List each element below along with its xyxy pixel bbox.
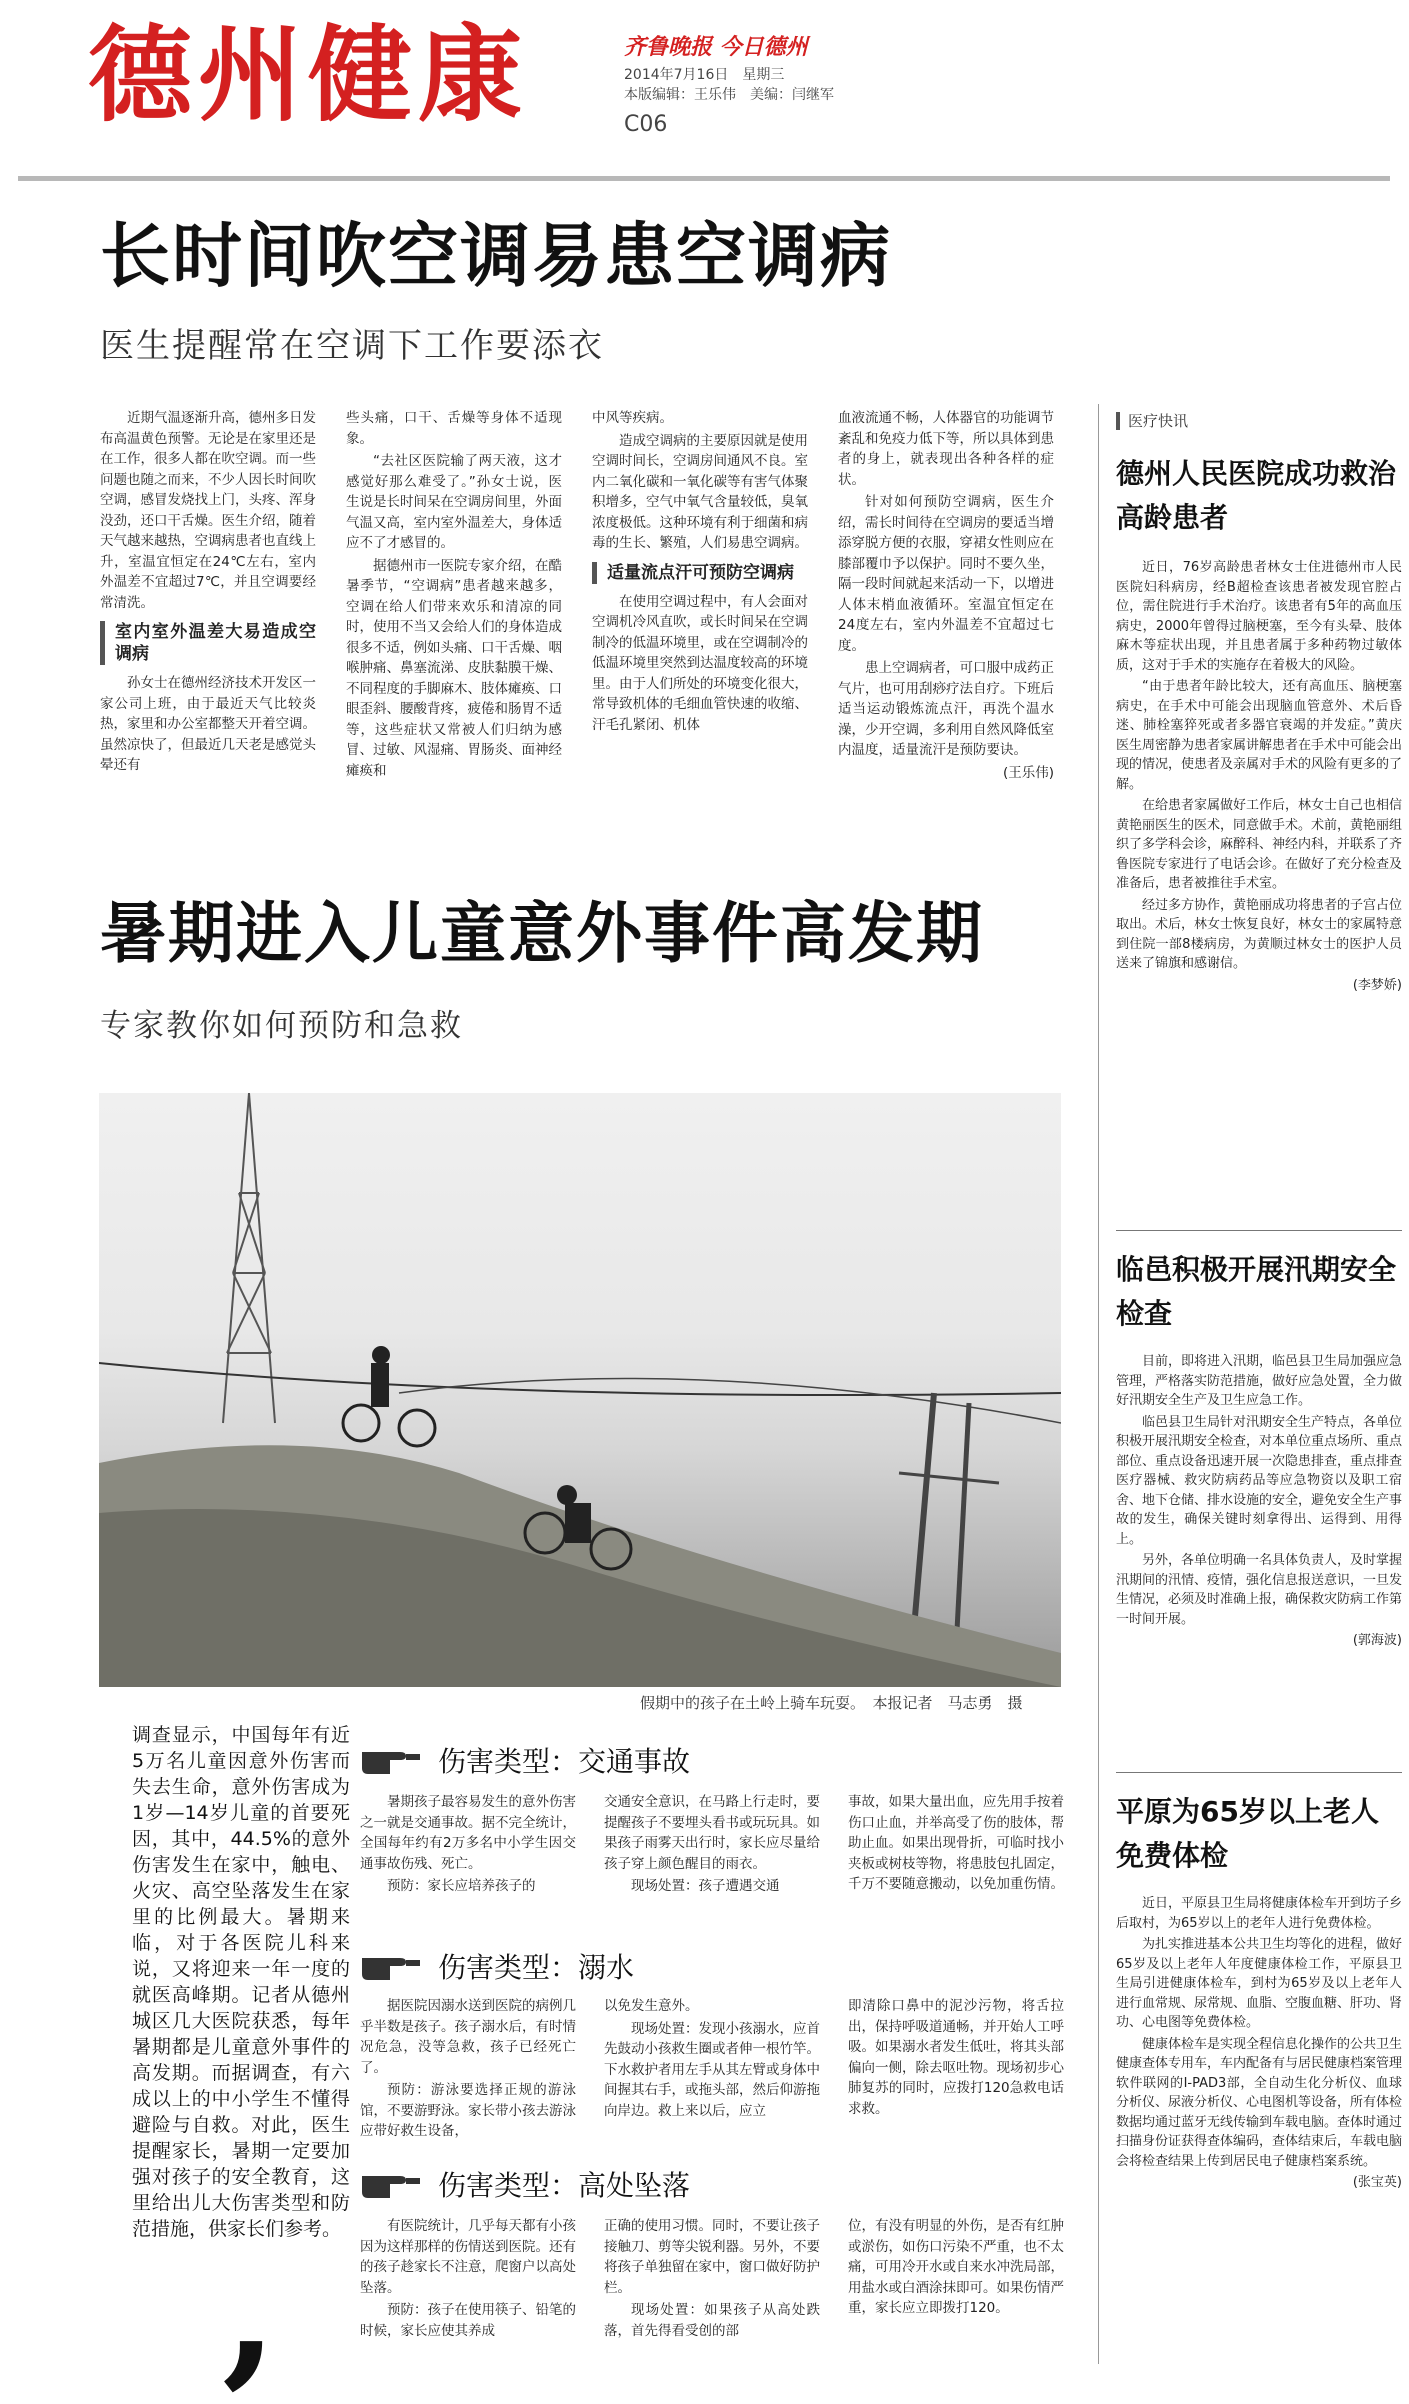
traffic-col2	[604, 1792, 820, 1899]
news-body	[1116, 558, 1402, 995]
paragraph: 血液流通不畅，人体器官的功能调节紊乱和免疫力低下等，所以具体到患者的身上，就表现出各种各样的症状。	[838, 410, 1054, 488]
paragraph: 为扎实推进基本公共卫生均等化的进程，做好65岁及以上老年人年度健康体检工作，平原县卫生局引进健康体检车，到村为65岁及以上老年人进行血常规、尿常规、血脂、空腹血糖、肝功、肾功、心电图等免费体检。	[1116, 1937, 1403, 2030]
paragraph: 有医院统计，几乎每天都有小孩因为这样那样的伤情送到医院。还有的孩子趁家长不注意，爬窗户以高处坠落。	[360, 2218, 576, 2296]
byline: (王乐伟)	[1002, 764, 1054, 781]
paragraph: 些头痛，口干、舌燥等身体不适现象。	[346, 410, 562, 447]
article2-title: 暑期进入儿童意外事件高发期	[100, 895, 984, 972]
paragraph: 以免发生意外。	[604, 1998, 699, 2014]
fall-col3	[848, 2216, 1064, 2321]
paragraph: 预防：家长应培养孩子的	[387, 1878, 536, 1894]
editors: 本版编辑：王乐伟 美编：闫继军	[624, 87, 834, 103]
news-title: 平原为65岁以上老人免费体检	[1116, 1795, 1379, 1872]
article1-col4	[838, 408, 1054, 783]
injury-type-traffic-head	[360, 1740, 690, 1780]
article1-col1	[100, 408, 316, 778]
article1-subtitle: 医生提醒常在空调下工作要添衣	[100, 326, 604, 366]
subhead: 适量流点汗可预防空调病	[592, 562, 808, 584]
paragraph: 患上空调病者，可口服中成药正气片，也可用刮痧疗法自疗。下班后适当运动锻炼流点汗，再洗个温水澡，少开空调，多利用自然风降低室内温度，适量流汗是预防要诀。	[838, 660, 1054, 758]
paragraph: 即清除口鼻中的泥沙污物，将舌拉出，保持呼吸道通畅，并开始人工呼吸。如果溺水者发生低吐，将其头部偏向一侧，除去呕吐物。现场初步心肺复苏的同时，应拨打120急救电话求救。	[848, 1998, 1064, 2117]
paragraph: 在给患者家属做好工作后，林女士自己也相信黄艳丽医生的医术，同意做手术。术前，黄艳丽组织了多学科会诊，麻醉科、神经内科，并联系了齐鲁医院专家进行了电话会诊。在做好了充分检查及准备后，患者被推往手术室。	[1116, 798, 1403, 891]
page-number: C06	[624, 112, 668, 137]
byline: (李梦娇)	[1352, 977, 1402, 993]
sidebar-separator	[1116, 1230, 1402, 1231]
sidebar-divider	[1098, 404, 1099, 2364]
pointing-hand-icon	[360, 1742, 422, 1778]
paragraph: 造成空调病的主要原因就是使用空调时间长，空调房间通风不良。室内二氧化碳和一氧化碳等有害气体聚积增多，空气中氧气含量较低，臭氧浓度极低。这种环境有利于细菌和病毒的生长、繁殖，人们易患空调病。	[592, 432, 808, 551]
fall-col1	[360, 2216, 576, 2343]
sidebar-news2	[1116, 1248, 1402, 1651]
byline: (张宝英)	[1352, 2175, 1402, 2190]
article1-col2	[346, 408, 562, 783]
paragraph: 近期气温逐渐升高，德州多日发布高温黄色预警。无论是在家里还是在工作，很多人都在吹空调。而一些问题也随之而来，不少人因长时间吹空调，感冒发烧找上门，头疼、浑身没劲，还口干舌燥。医生介绍，随着天气越来越热，空调病患者也直线上升，室温宜恒定在24℃左右，室内外温差不宜超过7℃，并且空调要经常清洗。	[100, 410, 316, 611]
paragraph: 位，有没有明显的外伤，是否有红肿或淤伤，如伤口污染不严重，也不太痛，可用冷开水或自来水冲洗局部，用盐水或白酒涂抹即可。如果伤情严重，家长应立即拨打120。	[848, 2218, 1064, 2316]
paper-name: 齐鲁晚报 今日德州	[624, 34, 808, 60]
photo-children-cycling	[99, 1093, 1061, 1687]
paragraph: 交通安全意识，在马路上行走时，要提醒孩子不要埋头看书或玩玩具。如果孩子雨雾天出行时，家长应尽量给孩子穿上颜色醒目的雨衣。	[604, 1794, 820, 1872]
paragraph: 孙女士在德州经济技术开发区一家公司上班，由于最近天气比较炎热，家里和办公室都整天开着空调。虽然凉快了，但最近几天老是感觉头晕还有	[100, 675, 316, 773]
photo-caption: 假期中的孩子在土岭上骑车玩耍。 本报记者 马志勇 摄	[640, 1694, 1023, 1712]
injury-type-fall-head	[360, 2164, 690, 2204]
article2-lead: 调查显示，中国每年有近5万名儿童因意外伤害而失去生命，意外伤害成为1岁—14岁儿童的首要死因，其中，44.5%的意外伤害发生在家中，触电、火灾、高空坠落发生在家里的比例最大。暑期来临，对于各医院儿科来说，又将迎来一年一度的就医高峰期。记者从德州城区几大医院获悉，每年暑期都是儿童意外事件的高发期。而据调查，有六成以上的中小学生不懂得避险与自救。对此，医生提醒家长，暑期一定要加强对孩子的安全教育，这里给出儿大伤害类型和防范措施，供家长们参考。	[132, 1724, 350, 2240]
injury-type-title: 伤害类型：高处坠落	[438, 2169, 691, 2202]
paragraph: 经过多方协作，黄艳丽成功将患者的子宫占位取出。术后，林女士恢复良好，林女士的家属特意到住院一部8楼病房，为黄顺过林女士的医护人员送来了锦旗和感谢信。	[1116, 897, 1403, 971]
paragraph: 暑期孩子最容易发生的意外伤害之一就是交通事故。据不完全统计，全国每年约有2万多名中小学生因交通事故伤残、死亡。	[360, 1794, 576, 1872]
drowning-col3	[848, 1996, 1064, 2121]
paragraph: 现场处置：如果孩子从高处跌落，首先得看受创的部	[604, 2302, 820, 2339]
paragraph: 现场处置：发现小孩溺水，应首先鼓动小孩救生圈或者伸一根竹竿。下水救护者用左手从其左臂或身体中间握其右手，或拖头部，然后仰游拖向岸边。救上来以后，应立	[604, 2020, 820, 2119]
paragraph: 据德州市一医院专家介绍，在酷暑季节，“空调病”患者越来越多，空调在给人们带来欢乐和清凉的同时，使用不当又会给人们的身体造成很多不适，例如头痛、口干舌燥、咽喉肿痛、鼻塞流涕、皮肤黏膜干燥、不同程度的手脚麻木、肢体瘫痪、口眼歪斜、腰酸背疼，疲倦和肠胃不适等，这些症状又常被人们归纳为感冒、过敏、风湿痛、胃肠炎、面神经瘫痪和	[346, 557, 562, 779]
byline: (郭海波)	[1352, 1633, 1402, 1648]
news-title: 临邑积极开展汛期安全检查	[1116, 1253, 1397, 1330]
masthead-title: 德州健康	[88, 13, 529, 136]
sidebar-news3	[1116, 1790, 1402, 2193]
paragraph: 针对如何预防空调病，医生介绍，需长时间待在空调房的要适当增添穿脱方便的衣服，穿裙女性则应在膝部覆巾予以保护。同时不要久坐，隔一段时间就起来活动一下，以增进人体末梢血液循环。室温宜恒定在24度左右，室内外温差不宜超过七度。	[838, 494, 1054, 654]
header-rule	[18, 176, 1390, 181]
drowning-col1	[360, 1996, 576, 2144]
injury-type-title: 伤害类型：交通事故	[438, 1745, 691, 1778]
paragraph: “由于患者年龄比较大，还有高血压、脑梗塞病史，在手术中可能会出现脑血管意外、术后昏迷、肺栓塞猝死或者多器官衰竭的并发症。”黄庆医生周密静为患者家属讲解患者在手术中可能会出现的情况，使患者及亲属对手术的风险有更多的了解。	[1116, 679, 1403, 792]
drowning-col2	[604, 1996, 820, 2123]
news-body	[1116, 1894, 1402, 2193]
paragraph: 预防：游泳要选择正规的游泳馆，不要游野泳。家长带小孩去游泳应带好救生设备，	[360, 2082, 576, 2139]
paragraph: “去社区医院输了两天液，这才感觉好那么难受了。”孙女士说，医生说是长时间呆在空调房间里，外面气温又高，室内室外温差大，身体适应不了才感冒的。	[346, 453, 562, 551]
pointing-hand-icon	[360, 1948, 422, 1984]
paragraph: 正确的使用习惯。同时，不要让孩子接触刀、剪等尖锐利器。另外，不要将孩子单独留在家中，窗口做好防护栏。	[604, 2218, 820, 2296]
paragraph: 预防：孩子在使用筷子、铅笔的时候，家长应使其养成	[360, 2302, 576, 2339]
injury-type-title: 伤害类型：溺水	[438, 1951, 635, 1984]
pointing-hand-icon	[360, 2166, 422, 2202]
traffic-col1	[360, 1792, 576, 1899]
article1-title: 长时间吹空调易患空调病	[100, 215, 892, 297]
paragraph: 在使用空调过程中，有人会面对空调机冷风直吹，或长时间呆在空调制冷的低温环境里，或在空调制冷的低温环境里突然到达温度较高的环境里。由于人们所处的环境变化很大，常导致机体的毛细血管快速的收缩、汗毛孔紧闭、机体	[592, 593, 808, 733]
subhead: 室内室外温差大易造成空调病	[100, 621, 316, 665]
paragraph: 近日，平原县卫生局将健康体检车开到坊子乡后取村，为65岁以上的老年人进行免费体检。	[1116, 1896, 1403, 1931]
news-title: 德州人民医院成功救治高龄患者	[1116, 457, 1397, 534]
paragraph: 近日，76岁高龄患者林女士住进德州市人民医院妇科病房，经B超检查该患者被发现官腔占位，需住院进行手术治疗。该患者有5年的高血压病史，2000年曾得过脑梗塞，至今有头晕、肢体麻木等症状出现，并且患者属于多种药物过敏体质，这对于手术的实施存在着极大的风险。	[1116, 560, 1402, 673]
paragraph: 临邑县卫生局针对汛期安全生产特点，各单位积极开展汛期安全检查，对本单位重点场所、重点部位、重点设备迅速开展一次隐患排查，重点排查医疗器械、救灾防病药品等应急物资以及职工宿舍、地下仓储、排水设施的安全，避免安全生产事故的发生，确保关键时刻拿得出、运得到、用得上。	[1116, 1414, 1403, 1547]
paragraph: 目前，即将进入汛期，临邑县卫生局加强应急管理，严格落实防范措施，做好应急处置，全力做好汛期安全生产及卫生应急工作。	[1116, 1354, 1403, 1408]
injury-type-drowning-head	[360, 1946, 634, 1986]
sidebar-news1	[1116, 452, 1402, 995]
sidebar-separator	[1116, 1772, 1402, 1773]
article1-col3	[592, 408, 808, 737]
issue-date: 2014年7月16日 星期三	[624, 67, 785, 83]
news-body	[1116, 1352, 1402, 1651]
sidebar-tag: 医疗快讯	[1116, 412, 1188, 430]
quote-mark: ,	[222, 2216, 278, 2404]
paragraph: 中风等疾病。	[592, 410, 673, 426]
traffic-col3	[848, 1792, 1064, 1897]
article2-subtitle: 专家教你如何预防和急救	[100, 1008, 463, 1044]
paragraph: 据医院因溺水送到医院的病例几乎半数是孩子。孩子溺水后，有时情况危急，没等急救，孩子已经死亡了。	[360, 1998, 576, 2076]
paragraph: 现场处置：孩子遭遇交通	[631, 1878, 780, 1894]
fall-col2	[604, 2216, 820, 2343]
paragraph: 事故，如果大量出血，应先用手按着伤口止血，并举高受了伤的肢体，帮助止血。如果出现骨折，可临时找小夹板或树枝等物，将患肢包扎固定，千万不要随意搬动，以免加重伤情。	[848, 1794, 1064, 1892]
paragraph: 健康体检车是实现全程信息化操作的公共卫生健康查体专用车，车内配备有与居民健康档案管理软件联网的I-PAD3部，全自动生化分析仪、血球分析仪、尿液分析仪、心电图机等设备，所有体检数据均通过蓝牙无线传输到车载电脑。查体时通过扫描身份证获得查体编码，查体结束后，车载电脑会将检查结果上传到居民电子健康档案系统。	[1116, 2036, 1403, 2169]
paragraph: 另外，各单位明确一名具体负责人，及时掌握汛期间的汛情、疫情，强化信息报送意识，一旦发生情况，必须及时准确上报，确保救灾防病工作第一时间开展。	[1116, 1553, 1403, 1627]
